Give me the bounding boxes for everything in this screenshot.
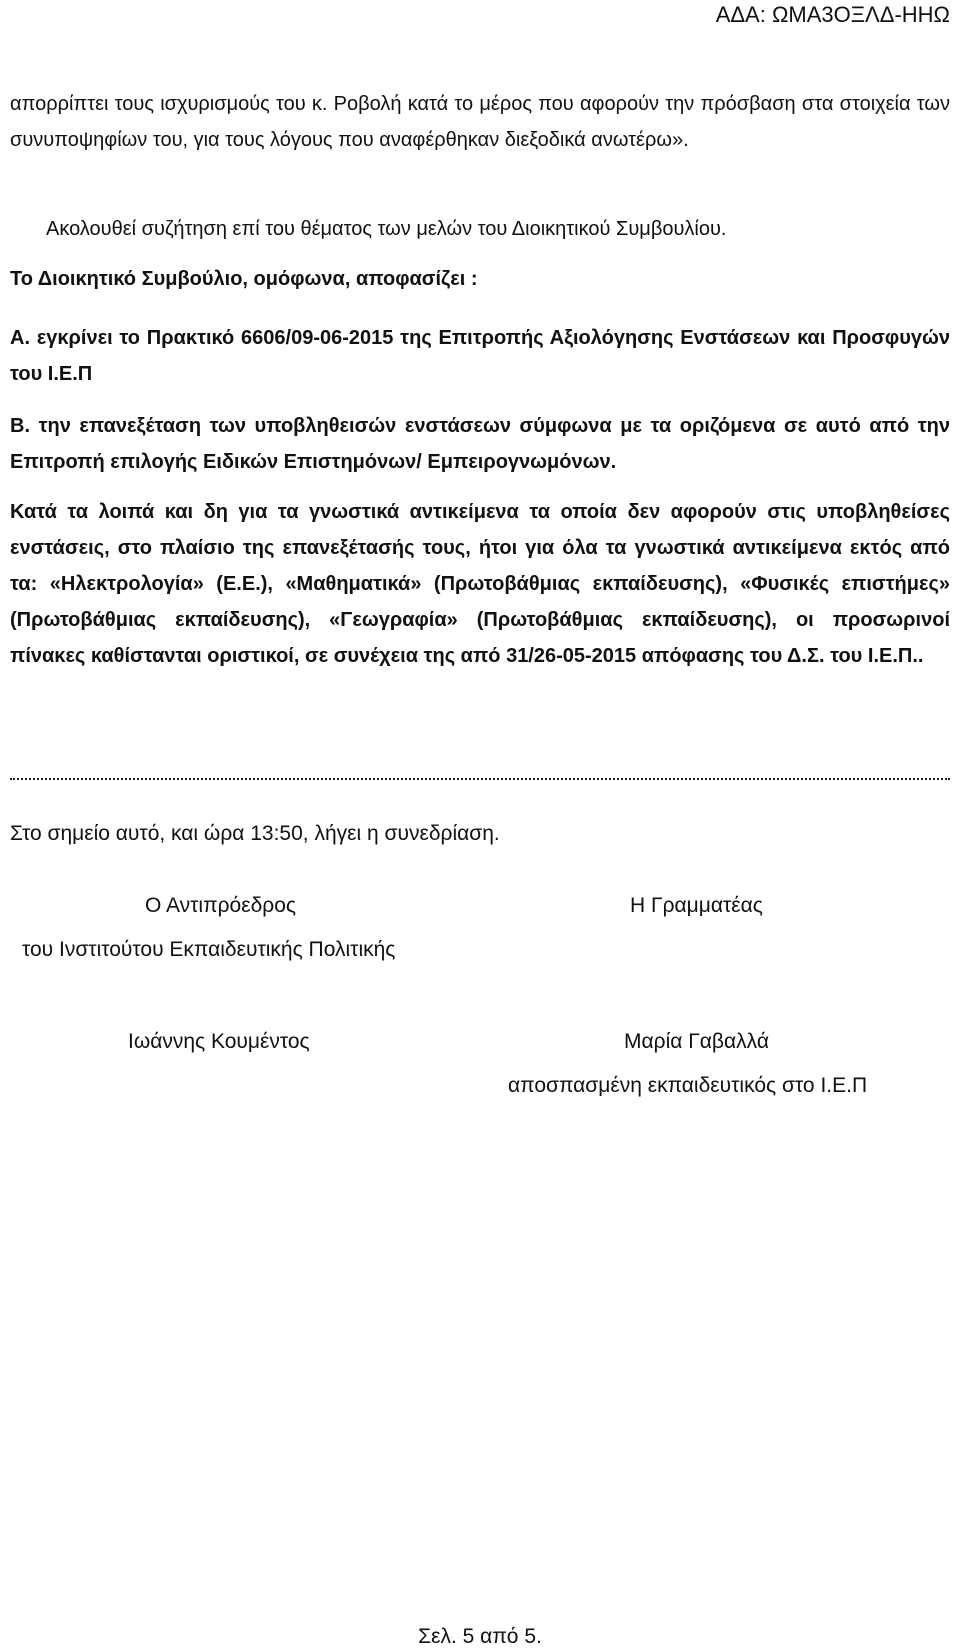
signature-right-note: αποσπασμένη εκπαιδευτικός στο Ι.Ε.Π: [508, 1074, 868, 1097]
dotted-separator: [10, 768, 950, 780]
signature-left-title: Ο Αντιπρόεδρος: [145, 894, 297, 917]
signature-left-name: Ιωάννης Κουμέντος: [128, 1030, 310, 1053]
signature-right-title: Η Γραμματέας: [630, 894, 763, 917]
decision-item-b: Β. την επανεξέταση των υποβληθεισών ενστάσεων σύμφωνα με τα οριζόμενα σε αυτό από την Επιτροπή επιλογής Ειδικών Επιστημόνων/ Εμπειρογνωμόνων.: [10, 415, 950, 473]
decision-item-a: Α. εγκρίνει το Πρακτικό 6606/09-06-2015 της Επιτροπής Αξιολόγησης Ενστάσεων και Προσφυγών του Ι.Ε.Π: [10, 327, 950, 385]
paragraph-final-lists: Κατά τα λοιπά και δη για τα γνωστικά αντικείμενα τα οποία δεν αφορούν στις υποβληθείσες ενστάσεις, στο πλαίσιο της επανεξέτασής τους, ήτοι για όλα τα γνωστικά αντικείμενα εκτός από τα: «Ηλεκτρολογία» (Ε.Ε.), «Μαθηματικά» (Πρωτοβάθμιας εκπαίδευσης), «Φυσικές επιστήμες» (Πρωτοβάθμιας εκπαίδευσης), «Γεωγραφία» (Πρωτοβάθμιας εκπαίδευσης), οι προσωρινοί πίνακες καθίστανται οριστικοί, σε συνέχεια της από 31/26-05-2015 απόφασης του Δ.Σ. του Ι.Ε.Π..: [10, 501, 950, 667]
paragraph-discussion: Ακολουθεί συζήτηση επί του θέματος των μελών του Διοικητικού Συμβουλίου.: [46, 218, 727, 240]
ada-code: ΑΔΑ: ΩΜΑ3ΟΞΛΔ-ΗΗΩ: [715, 2, 950, 27]
signature-left-org: του Ινστιτούτου Εκπαιδευτικής Πολιτικής: [22, 938, 396, 961]
paragraph-decision-intro: Το Διοικητικό Συμβούλιο, ομόφωνα, αποφασίζει :: [10, 268, 478, 290]
paragraph-session-end: Στο σημείο αυτό, και ώρα 13:50, λήγει η συνεδρίαση.: [10, 822, 500, 845]
signature-right-name: Μαρία Γαβαλλά: [624, 1030, 769, 1053]
page-number: Σελ. 5 από 5.: [418, 1625, 542, 1648]
paragraph-rejection: απορρίπτει τους ισχυρισμούς του κ. Ροβολή κατά το μέρος που αφορούν την πρόσβαση στα στοιχεία των συνυποψηφίων του, για τους λόγους που αναφέρθηκαν διεξοδικά ανωτέρω».: [10, 93, 950, 151]
